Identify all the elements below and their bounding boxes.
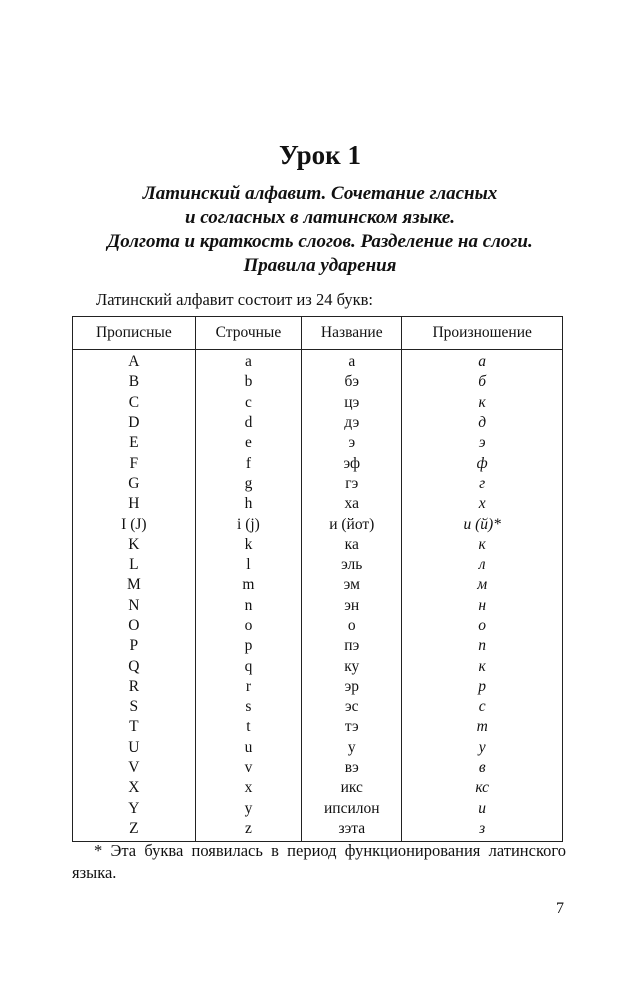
cell-lowercase: b xyxy=(195,372,301,392)
cell-lowercase: a xyxy=(195,350,301,373)
cell-name: вэ xyxy=(302,758,402,778)
alphabet-table xyxy=(72,316,563,842)
cell-uppercase: D xyxy=(73,413,196,433)
table-row xyxy=(73,575,563,595)
cell-pronunciation: т xyxy=(402,717,563,737)
cell-pronunciation: и xyxy=(402,799,563,819)
cell-uppercase: U xyxy=(73,738,196,758)
cell-uppercase: O xyxy=(73,616,196,636)
cell-pronunciation: ф xyxy=(402,453,563,473)
cell-pronunciation: д xyxy=(402,413,563,433)
cell-uppercase: Y xyxy=(73,799,196,819)
cell-uppercase: V xyxy=(73,758,196,778)
cell-lowercase: q xyxy=(195,656,301,676)
footnote: * Эта буква появилась в период функционирования латинского языка. xyxy=(72,841,566,882)
cell-lowercase: t xyxy=(195,717,301,737)
cell-name: гэ xyxy=(302,474,402,494)
cell-pronunciation: о xyxy=(402,616,563,636)
table-row xyxy=(73,758,563,778)
table-row xyxy=(73,697,563,717)
column-header-uppercase: Прописные xyxy=(73,317,196,350)
lesson-subtitle xyxy=(40,182,600,278)
cell-lowercase: l xyxy=(195,555,301,575)
cell-lowercase: f xyxy=(195,453,301,473)
cell-name: зэта xyxy=(302,819,402,842)
cell-name: дэ xyxy=(302,413,402,433)
cell-pronunciation: с xyxy=(402,697,563,717)
cell-pronunciation: з xyxy=(402,819,563,842)
cell-lowercase: n xyxy=(195,596,301,616)
cell-lowercase: u xyxy=(195,738,301,758)
table-row xyxy=(73,778,563,798)
cell-name: икс xyxy=(302,778,402,798)
cell-lowercase: v xyxy=(195,758,301,778)
table-row xyxy=(73,372,563,392)
table-header-row xyxy=(73,317,563,350)
cell-uppercase: P xyxy=(73,636,196,656)
cell-uppercase: Z xyxy=(73,819,196,842)
subtitle-line: Долгота и краткость слогов. Разделение на слоги. xyxy=(107,231,533,252)
cell-lowercase: x xyxy=(195,778,301,798)
cell-uppercase: H xyxy=(73,494,196,514)
cell-lowercase: p xyxy=(195,636,301,656)
cell-uppercase: X xyxy=(73,778,196,798)
cell-pronunciation: п xyxy=(402,636,563,656)
cell-name: ха xyxy=(302,494,402,514)
cell-pronunciation: н xyxy=(402,596,563,616)
cell-pronunciation: и (й)* xyxy=(402,514,563,534)
table-row xyxy=(73,596,563,616)
cell-pronunciation: б xyxy=(402,372,563,392)
cell-pronunciation: р xyxy=(402,677,563,697)
cell-lowercase: h xyxy=(195,494,301,514)
table-row xyxy=(73,453,563,473)
table-row xyxy=(73,636,563,656)
cell-lowercase: s xyxy=(195,697,301,717)
cell-name: а xyxy=(302,350,402,373)
cell-uppercase: S xyxy=(73,697,196,717)
table-row xyxy=(73,555,563,575)
cell-name: эф xyxy=(302,453,402,473)
cell-name: эс xyxy=(302,697,402,717)
cell-lowercase: k xyxy=(195,535,301,555)
table-row xyxy=(73,350,563,373)
cell-lowercase: g xyxy=(195,474,301,494)
cell-name: ку xyxy=(302,656,402,676)
column-header-name: Название xyxy=(302,317,402,350)
cell-pronunciation: к xyxy=(402,656,563,676)
cell-pronunciation: в xyxy=(402,758,563,778)
table-row xyxy=(73,393,563,413)
cell-pronunciation: л xyxy=(402,555,563,575)
cell-name: эм xyxy=(302,575,402,595)
cell-uppercase: G xyxy=(73,474,196,494)
cell-lowercase: c xyxy=(195,393,301,413)
subtitle-line: Правила ударения xyxy=(243,255,397,276)
intro-text: Латинский алфавит состоит из 24 букв: xyxy=(96,290,373,309)
table-row xyxy=(73,677,563,697)
cell-uppercase: E xyxy=(73,433,196,453)
cell-pronunciation: м xyxy=(402,575,563,595)
subtitle-line: и согласных в латинском языке. xyxy=(184,207,456,228)
cell-uppercase: N xyxy=(73,596,196,616)
cell-lowercase: y xyxy=(195,799,301,819)
cell-name: цэ xyxy=(302,393,402,413)
cell-uppercase: B xyxy=(73,372,196,392)
cell-uppercase: F xyxy=(73,453,196,473)
column-header-pronunciation: Произношение xyxy=(402,317,563,350)
cell-name: пэ xyxy=(302,636,402,656)
table-row xyxy=(73,738,563,758)
cell-lowercase: z xyxy=(195,819,301,842)
cell-uppercase: L xyxy=(73,555,196,575)
cell-name: э xyxy=(302,433,402,453)
cell-uppercase: Q xyxy=(73,656,196,676)
cell-name: эн xyxy=(302,596,402,616)
page-number: 7 xyxy=(556,900,564,917)
cell-uppercase: I (J) xyxy=(73,514,196,534)
cell-lowercase: m xyxy=(195,575,301,595)
table-row xyxy=(73,656,563,676)
cell-pronunciation: к xyxy=(402,535,563,555)
cell-name: эль xyxy=(302,555,402,575)
cell-pronunciation: а xyxy=(402,350,563,373)
table-row xyxy=(73,514,563,534)
cell-uppercase: R xyxy=(73,677,196,697)
cell-uppercase: A xyxy=(73,350,196,373)
table-row xyxy=(73,494,563,514)
cell-lowercase: e xyxy=(195,433,301,453)
table-row xyxy=(73,413,563,433)
cell-name: и (йот) xyxy=(302,514,402,534)
cell-lowercase: r xyxy=(195,677,301,697)
cell-uppercase: M xyxy=(73,575,196,595)
cell-pronunciation: к xyxy=(402,393,563,413)
table-row xyxy=(73,799,563,819)
cell-lowercase: i (j) xyxy=(195,514,301,534)
column-header-lowercase: Строчные xyxy=(195,317,301,350)
table-row xyxy=(73,819,563,842)
cell-name: ка xyxy=(302,535,402,555)
lesson-title: Урок 1 xyxy=(279,140,361,170)
cell-pronunciation: г xyxy=(402,474,563,494)
cell-name: о xyxy=(302,616,402,636)
cell-uppercase: K xyxy=(73,535,196,555)
cell-uppercase: C xyxy=(73,393,196,413)
cell-name: ипсилон xyxy=(302,799,402,819)
cell-name: тэ xyxy=(302,717,402,737)
subtitle-line: Латинский алфавит. Сочетание гласных xyxy=(142,183,498,204)
cell-pronunciation: э xyxy=(402,433,563,453)
cell-pronunciation: кс xyxy=(402,778,563,798)
cell-uppercase: T xyxy=(73,717,196,737)
table-row xyxy=(73,717,563,737)
cell-name: эр xyxy=(302,677,402,697)
cell-name: у xyxy=(302,738,402,758)
table-row xyxy=(73,474,563,494)
cell-lowercase: d xyxy=(195,413,301,433)
table-row xyxy=(73,616,563,636)
table-row xyxy=(73,433,563,453)
cell-lowercase: o xyxy=(195,616,301,636)
cell-pronunciation: х xyxy=(402,494,563,514)
cell-name: бэ xyxy=(302,372,402,392)
cell-pronunciation: у xyxy=(402,738,563,758)
table-body xyxy=(73,350,563,842)
table-row xyxy=(73,535,563,555)
